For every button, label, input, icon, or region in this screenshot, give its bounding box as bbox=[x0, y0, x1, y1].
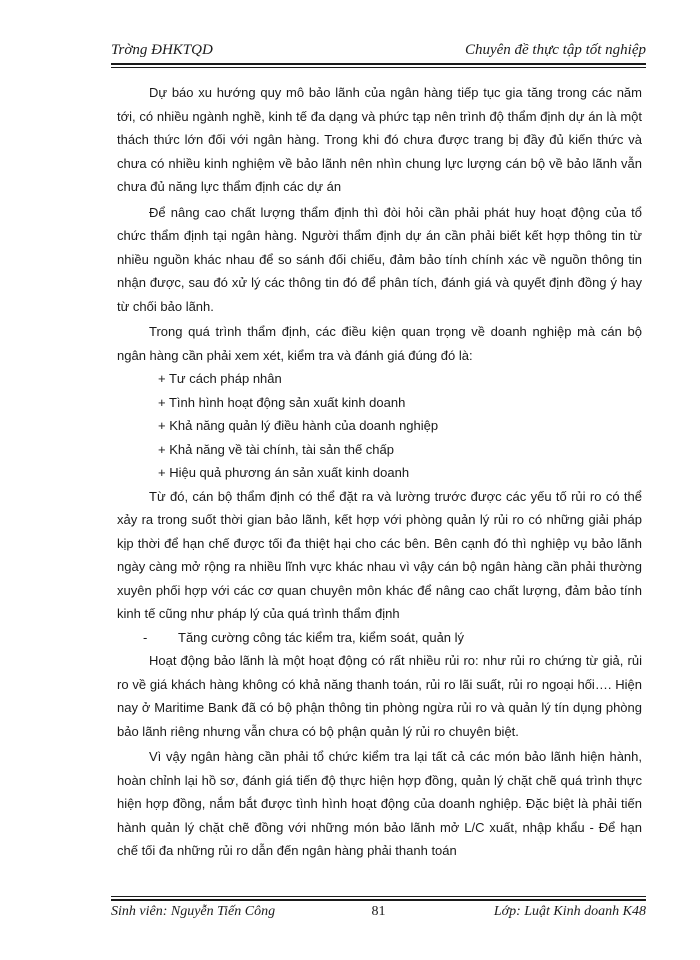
list-item: + Khả năng về tài chính, tài sản thế chấp bbox=[158, 441, 394, 457]
header-rule-thin bbox=[111, 67, 646, 68]
paragraph-2: Để nâng cao chất lượng thẩm định thì đòi hỏi cần phải phát huy hoạt động của tổ chức thẩm định tại ngân hàng. Người thẩm định dự án cần phải biết kết hợp thông tin từ nhiều nguồn khác nhau để so sánh đối chiếu, đảm bảo tính chính xác về nguồn thông tin nhận được, sau đó xử lý các thông tin đó để phân tích, đánh giá và quyết định đồng ý hay từ chối bảo lãnh. bbox=[117, 204, 642, 314]
footer-student: Sinh viên: Nguyễn Tiến Công bbox=[111, 904, 276, 919]
dash-marker: - bbox=[143, 629, 148, 645]
list-item: + Khả năng quản lý điều hành của doanh nghiệp bbox=[158, 418, 439, 433]
list-item: + Tình hình hoạt động sản xuất kinh doanh bbox=[158, 394, 406, 410]
page-footer bbox=[111, 904, 646, 926]
body-text bbox=[117, 81, 642, 863]
paragraph-6: Vì vậy ngân hàng cần phải tổ chức kiểm tra lại tất cả các món bảo lãnh hiện hành, hoàn chỉnh lại hồ sơ, đánh giá tiến độ thực hiện hợp đồng, quản lý chặt chẽ quá trình thực hiện hợp đồng, nắm bắt được tình hình hoạt động của doanh nghiệp. Đặc biệt là phải tiến hành quản lý chặt chẽ đồng với những món bảo lãnh mở L/C xuất, nhập khẩu - Để hạn chế tối đa những rủi ro dẫn đến ngân hàng phải thanh toán bbox=[117, 749, 642, 858]
section-heading bbox=[117, 626, 642, 650]
header-rule-thick bbox=[111, 63, 646, 65]
criteria-list bbox=[117, 367, 642, 485]
page-number: 81 bbox=[371, 904, 386, 919]
paragraph-3: Trong quá trình thẩm định, các điều kiện quan trọng về doanh nghiệp mà cán bộ ngân hàng cần phải xem xét, kiểm tra và đánh giá đúng đó là: bbox=[117, 324, 642, 363]
header-school: Trờng ĐHKTQD bbox=[111, 42, 213, 58]
paragraph-5: Hoạt động bảo lãnh là một hoạt động có rất nhiều rủi ro: như rủi ro chứng từ giả, rủi ro về giá khách hàng không có khả năng thanh toán, rủi ro lãi suất, rủi ro ngoại hối…. Hiện nay ở Maritime Bank đã có bộ phận thông tin phòng ngừa rủi ro và quản lý tín dụng phòng bảo lãnh riêng nhưng vẫn chưa có bộ phận quản lý rủi ro chuyên biệt. bbox=[117, 653, 642, 739]
list-item: + Tư cách pháp nhân bbox=[158, 371, 282, 386]
footer-class: Lớp: Luật Kinh doanh K48 bbox=[493, 904, 646, 919]
paragraph-4: Từ đó, cán bộ thẩm định có thể đặt ra và lường trước được các yếu tố rủi ro có thể xảy ra trong suốt thời gian bảo lãnh, kết hợp với phòng quản lý rủi ro có những giải pháp kịp thời để hạn chế được tối đa thiệt hại cho các bên. Bên cạnh đó thì nghiệp vụ bảo lãnh ngày càng mở rộng ra nhiều lĩnh vực khác nhau vì vậy cán bộ ngân hàng cần phải thường xuyên phối hợp với các cơ quan chuyên môn khác để nâng cao chất lượng, đảm bảo tính kinh tế cũng như pháp lý của quá trình thẩm định bbox=[117, 488, 642, 621]
header-title: Chuyên đề thực tập tốt nghiệp bbox=[464, 42, 646, 58]
paragraph-1: Dự báo xu hướng quy mô bảo lãnh của ngân hàng tiếp tục gia tăng trong các năm tới, có nhiều ngành nghề, kinh tế đa dạng và phức tạp nên trình độ thẩm định dự án là một thách thức lớn đối với ngân hàng. Trong khi đó chưa được trang bị đầy đủ kiến thức và chưa có nhiều kinh nghiệm về bảo lãnh nên nhìn chung lực lượng cán bộ về bảo lãnh vẫn chưa đủ năng lực thẩm định các dự án bbox=[117, 85, 642, 194]
section-heading-text: Tăng cường công tác kiểm tra, kiểm soát, quản lý bbox=[178, 629, 465, 645]
list-item: + Hiệu quả phương án sản xuất kinh doanh bbox=[158, 465, 410, 480]
footer-rule-thin bbox=[111, 896, 646, 897]
footer-rule-thick bbox=[111, 899, 646, 901]
page-header bbox=[111, 36, 646, 64]
